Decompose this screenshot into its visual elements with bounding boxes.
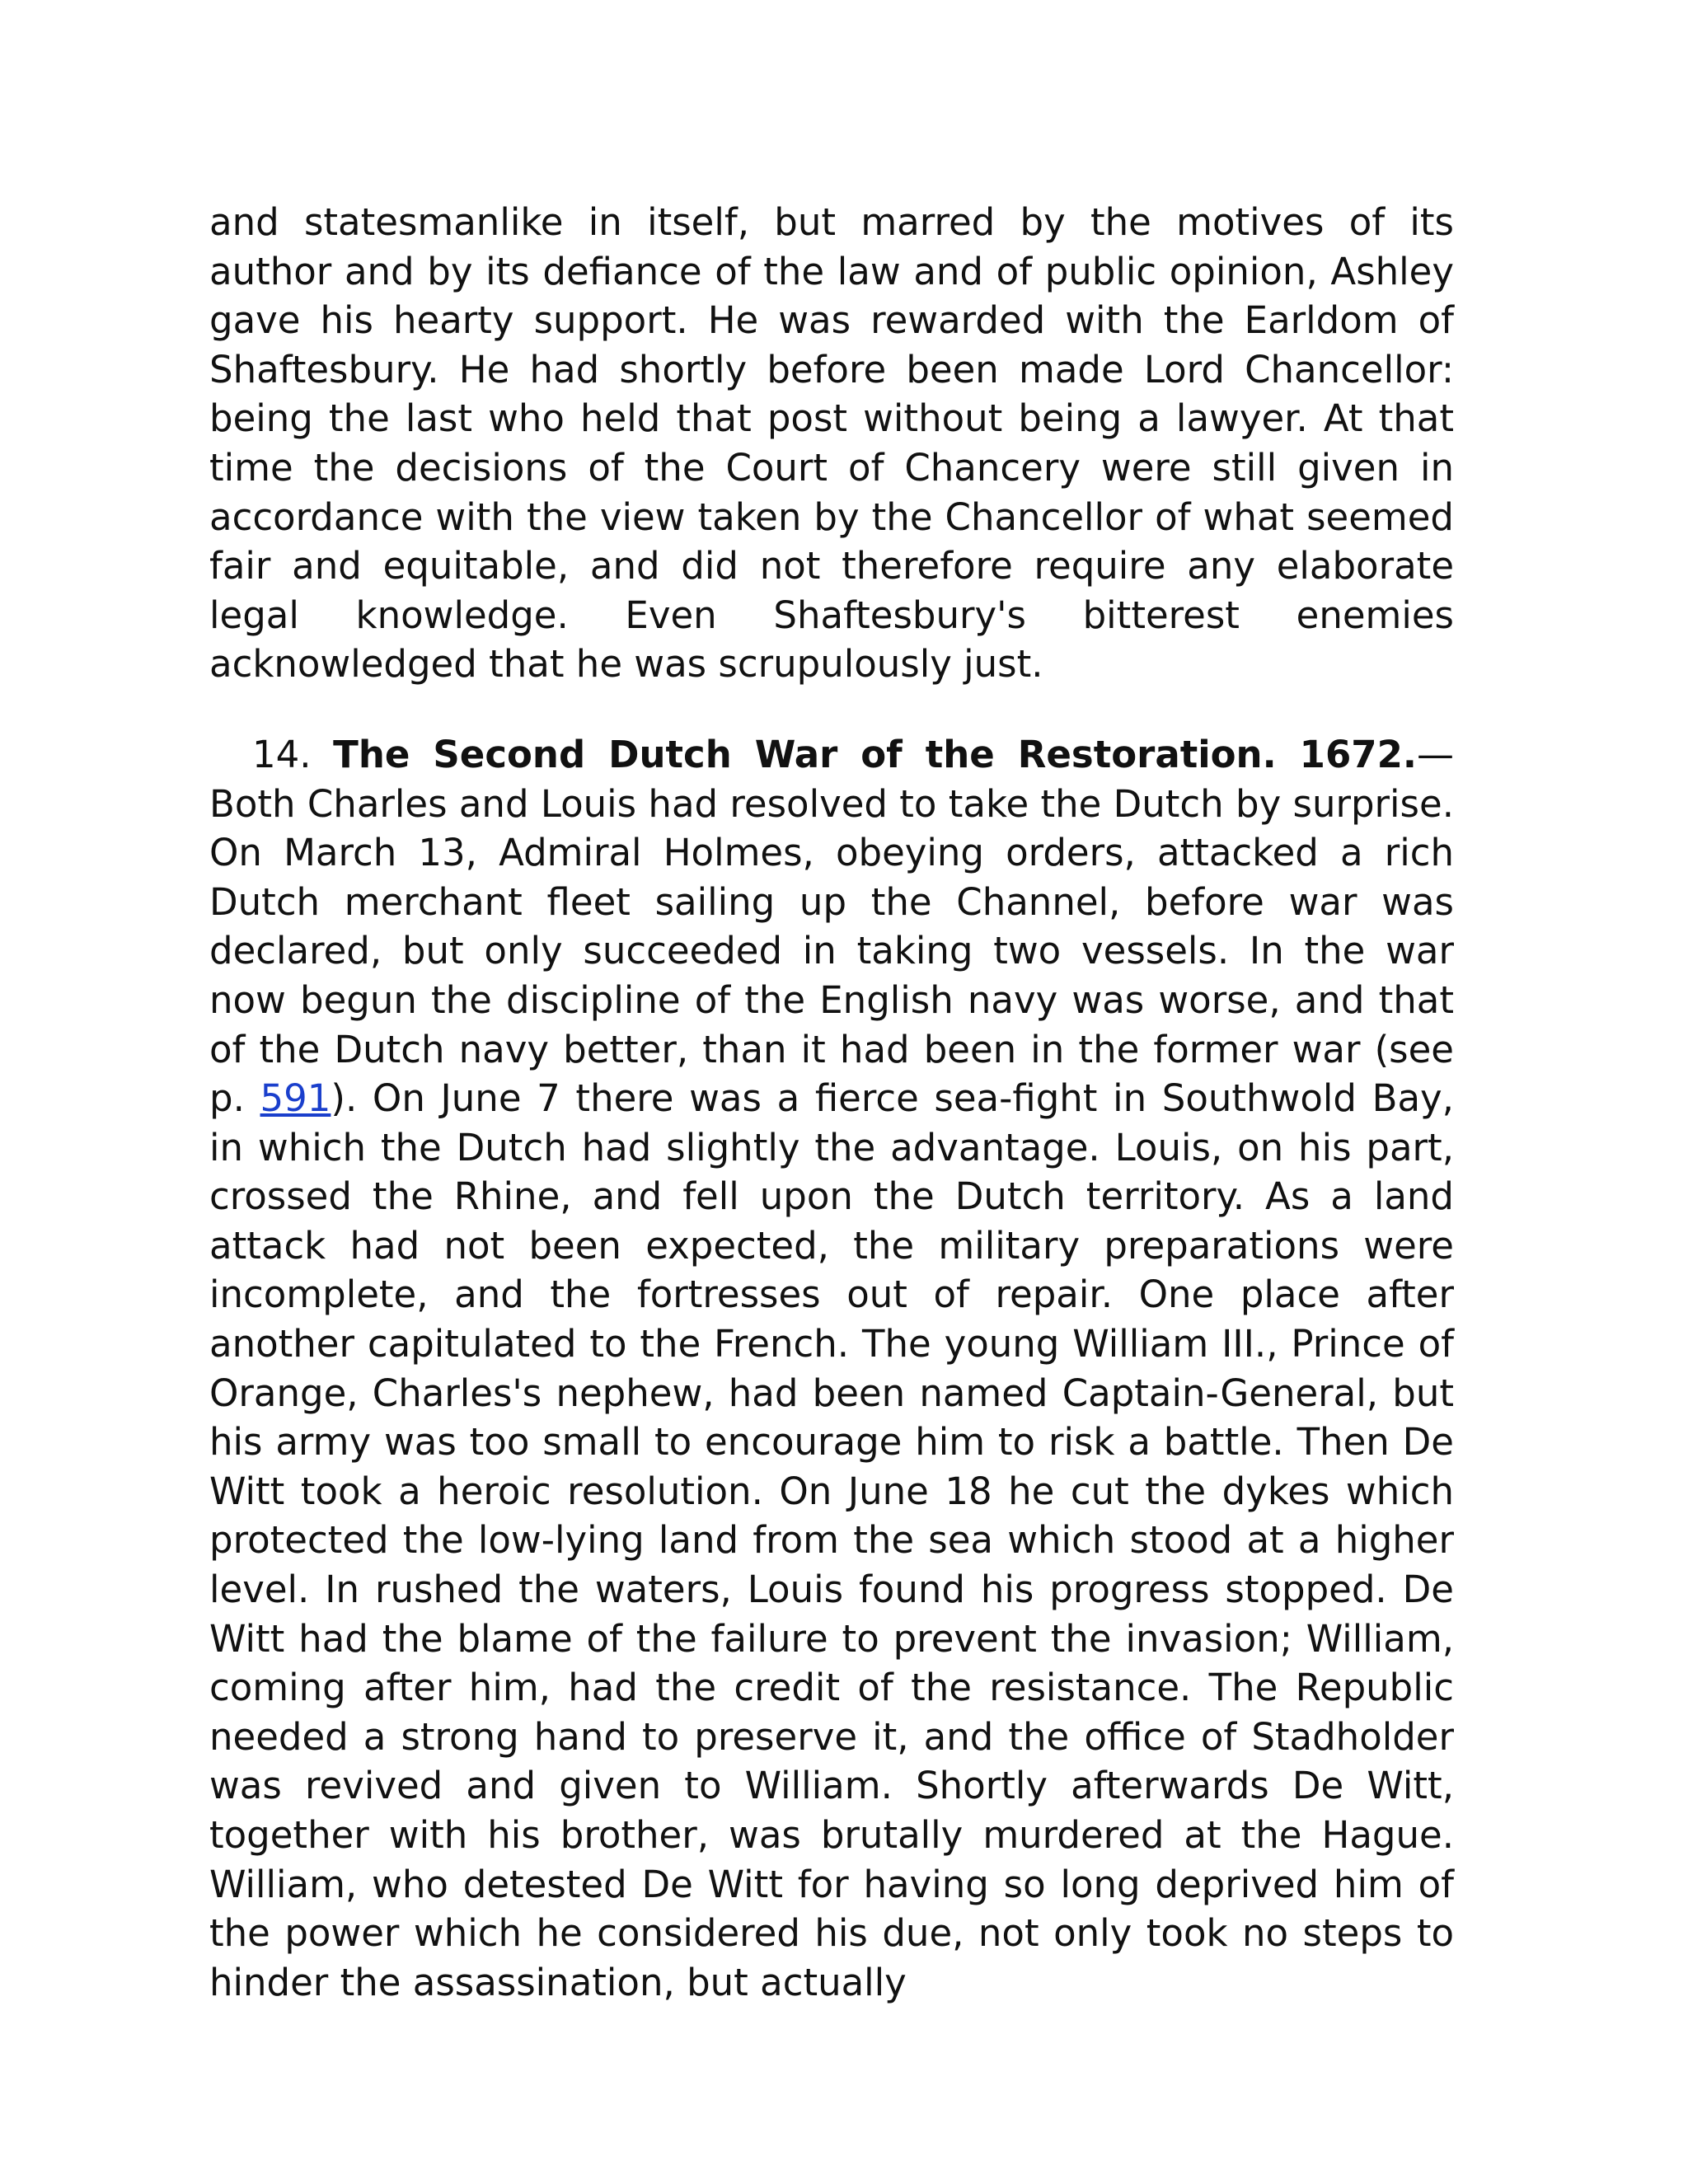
section-text-part-1: —Both Charles and Louis had resolved to take the Dutch by surprise. On March 13, Admiral Holmes, obeying orders, attacked a rich Dutch merchant fleet sailing up the Channel, before war was declared, but only succeeded in taking two vessels. In the war now begun the discipline of the English navy was worse, and that of the Dutch navy better, than it had been in the former war (see p.	[209, 732, 1454, 1121]
section-14-paragraph	[209, 730, 1454, 2007]
paragraph-text: and statesmanlike in itself, but marred by the motives of its author and by its defiance of the law and of public opinion, Ashley gave his hearty support. He was rewarded with the Earldom of Shaftesbury. He had shortly before been made Lord Chancellor: being the last who held that post without being a lawyer. At that time the decisions of the Court of Chancery were still given in accordance with the view taken by the Chancellor of what seemed fair and equitable, and did not therefore require any elaborate legal knowledge. Even Shaftesbury's bitterest enemies acknowledged that he was scrupulously just.	[209, 200, 1454, 687]
document-page	[209, 198, 1454, 2007]
paragraph-spacer	[209, 689, 1454, 730]
section-heading: The Second Dutch War of the Restoration. 1672.	[333, 732, 1417, 776]
paragraph-continuation	[209, 198, 1454, 689]
page-reference-link[interactable]: 591	[260, 1076, 331, 1121]
section-number: 14.	[252, 732, 334, 776]
section-text-part-2: ). On June 7 there was a fierce sea-fight in Southwold Bay, in which the Dutch had slightly the advantage. Louis, on his part, crossed the Rhine, and fell upon the Dutch territory. As a land attack had not been expected, the military preparations were incomplete, and the fortresses out of repair. One place after another capitulated to the French. The young William III., Prince of Orange, Charles's nephew, had been named Captain-General, but his army was too small to encourage him to risk a battle. Then De Witt took a heroic resolution. On June 18 he cut the dykes which protected the low-lying land from the sea which stood at a higher level. In rushed the waters, Louis found his progress stopped. De Witt had the blame of the failure to prevent the invasion; William, coming after him, had the credit of the resistance. The Republic needed a strong hand to preserve it, and the office of Stadholder was revived and given to William. Shortly afterwards De Witt, together with his brother, was brutally murdered at the Hague. William, who detested De Witt for having so long deprived him of the power which he considered his due, not only took no steps to hinder the assassination, but actually	[209, 1076, 1454, 2004]
